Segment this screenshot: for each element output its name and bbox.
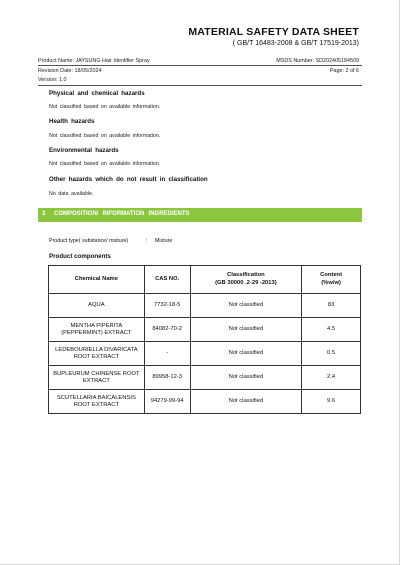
section-3-banner [38, 208, 362, 222]
other-hazards-heading: Other hazards which do not result in classification [49, 176, 208, 183]
environmental-hazards-text: Not classified based on available information. [49, 161, 161, 167]
cas-number-cell: 89958-12-3 [144, 366, 190, 390]
health-hazards-heading: Health hazards [49, 118, 95, 125]
chemical-name-cell: MENTHA PIPERITA (PEPPERMINT) EXTRACT [49, 318, 145, 342]
product-name: Product Name: JAYSUNG Hair Identifier Spray [38, 58, 150, 64]
table-row [49, 294, 361, 318]
document-title: MATERIAL SAFETY DATA SHEET [188, 26, 359, 38]
version: Version: 1.0 [38, 77, 67, 83]
classification-cell: Not classified [190, 390, 302, 414]
table-row [49, 318, 361, 342]
content-cell: 2.4 [302, 366, 361, 390]
content-cell: 4.5 [302, 318, 361, 342]
classification-cell: Not classified [190, 294, 302, 318]
classification-cell: Not classified [190, 318, 302, 342]
chemical-name-cell: SCUTELLARIA BAICALENSIS ROOT EXTRACT [49, 390, 145, 414]
chemical-name-cell: BUPLEURUM CHINENSE ROOT EXTRACT [49, 366, 145, 390]
page-number: Page: 2 of 6 [329, 68, 359, 74]
classification-cell: Not classified [190, 342, 302, 366]
column-header-classification: Classification (GB 30000 .2-29 -2013) [190, 266, 302, 294]
column-header-chemical-name: Chemical Name [49, 266, 145, 294]
physical-hazards-heading: Physical and chemical hazards [49, 90, 145, 97]
other-hazards-text: No data available. [49, 191, 94, 197]
chemical-name-cell: LEDEBOURIELLA DIVARICATA ROOT EXTRACT [49, 342, 145, 366]
product-components-heading: Product components [49, 253, 111, 260]
table-row [49, 342, 361, 366]
cas-number-cell: - [144, 342, 190, 366]
cas-number-cell: 84082-70-2 [144, 318, 190, 342]
product-type-value: Mixture [155, 238, 173, 244]
msds-number: MSDS Number: SD202405184509 [276, 58, 359, 64]
revision-date: Revision Date: 18/05/2024 [38, 68, 102, 74]
document-subtitle: ( GB/T 16483-2008 & GB/T 17519-2013) [232, 40, 359, 47]
column-header-content: Content (%w/w) [302, 266, 361, 294]
content-cell: 9.6 [302, 390, 361, 414]
section-number: 3 [42, 211, 46, 217]
header-bottom-divider [38, 85, 362, 86]
column-header-cas-no: CAS NO. [144, 266, 190, 294]
chemical-name-cell: AQUA [49, 294, 145, 318]
header-divider [38, 65, 362, 66]
cas-number-cell: 7732-18-5 [144, 294, 190, 318]
table-row [49, 390, 361, 414]
physical-hazards-text: Not classified based on available information. [49, 104, 161, 110]
table-row [49, 366, 361, 390]
components-table [48, 265, 361, 414]
product-type-separator: : [146, 238, 148, 244]
product-type-label: Product type( substance/ mixture) [49, 238, 129, 244]
section-title: COMPOSITION/ INFORMATION INGREDIENTS [54, 211, 190, 217]
health-hazards-text: Not classified based on available information. [49, 133, 161, 139]
table-header-row [49, 266, 361, 294]
content-cell: 0.5 [302, 342, 361, 366]
environmental-hazards-heading: Environmental hazards [49, 147, 119, 154]
cas-number-cell: 94279-99-94 [144, 390, 190, 414]
content-cell: 83 [302, 294, 361, 318]
classification-cell: Not classified [190, 366, 302, 390]
